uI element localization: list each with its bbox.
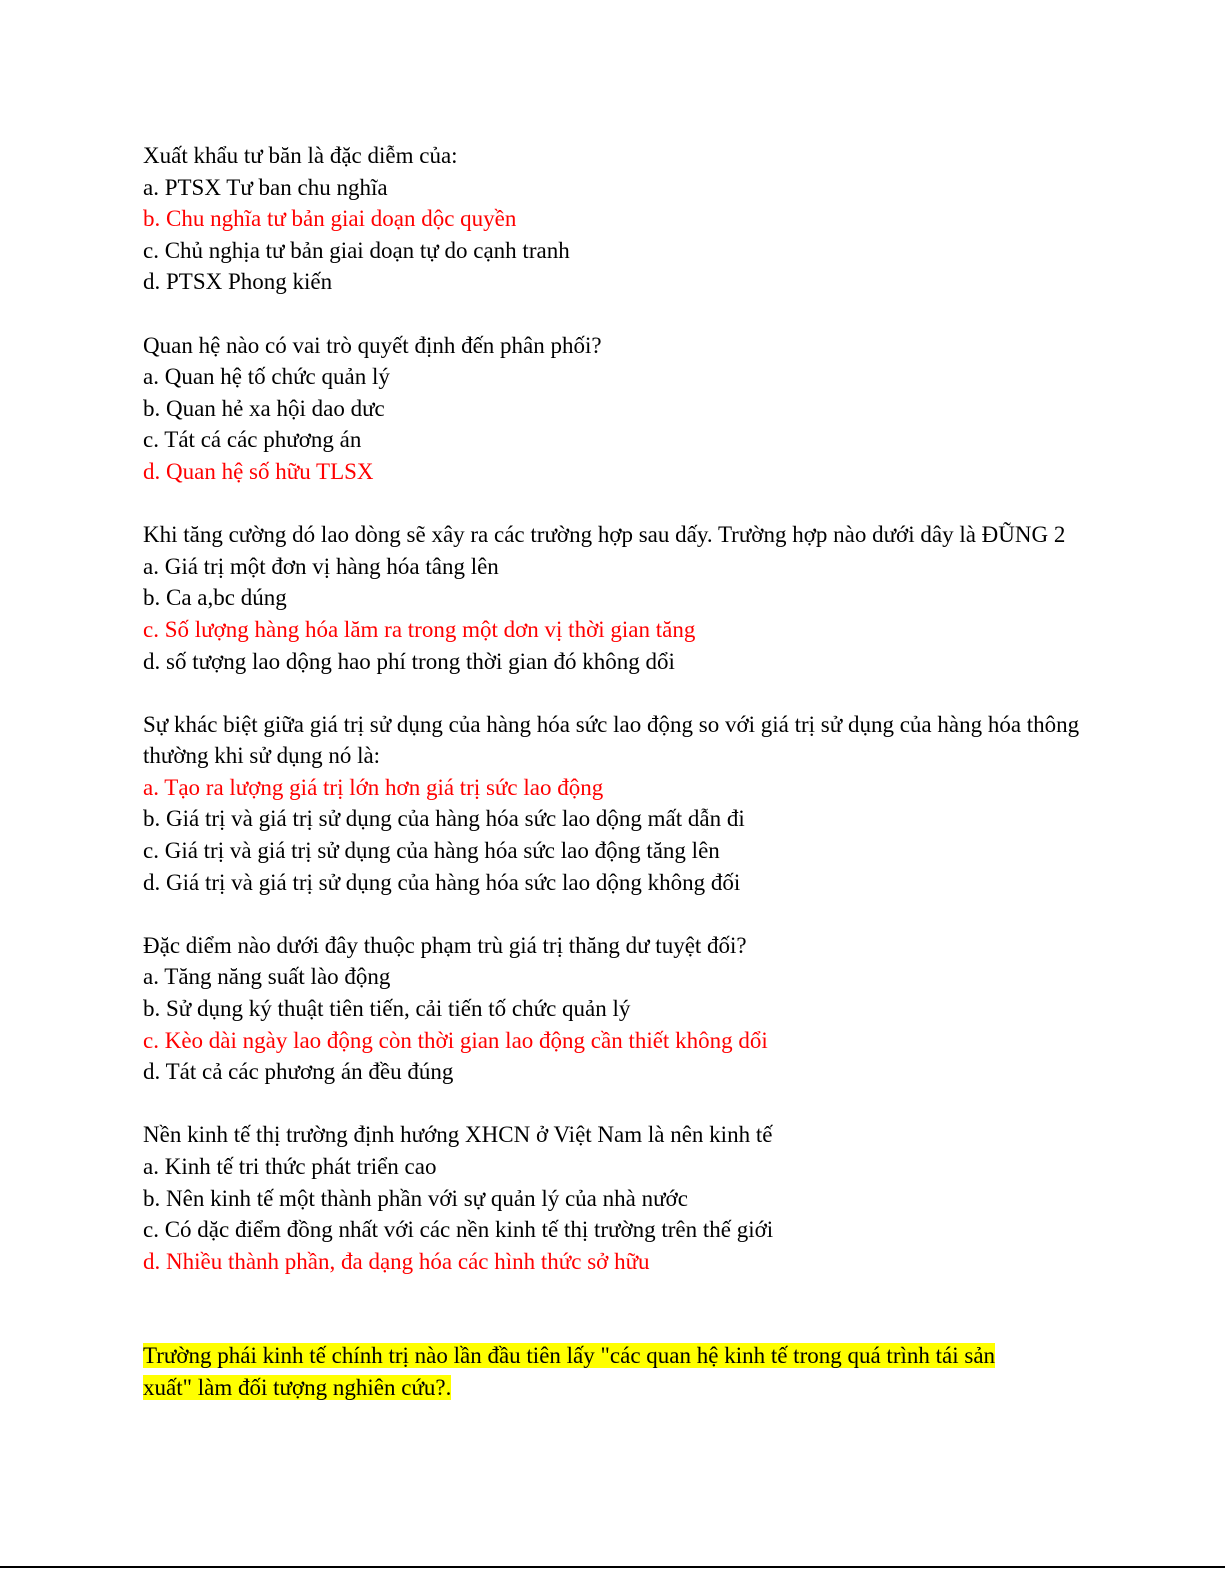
answer-option: a. Quan hệ tố chức quản lý xyxy=(143,364,390,390)
correct-answer-option: d. Nhiều thành phần, đa dạng hóa các hình thức sở hữu xyxy=(143,1248,650,1274)
answer-option: b. Quan hẻ xa hội dao dưc xyxy=(143,395,385,421)
question-block xyxy=(143,140,1083,298)
answer-option: b. Giá trị và giá trị sử dụng của hàng hóa sức lao dộng mất dẫn đi xyxy=(143,806,745,832)
question-block xyxy=(143,330,1083,488)
correct-answer-option: b. Chu nghĩa tư bản giai doạn dộc quyền xyxy=(143,206,517,232)
question-text: Đặc diểm nào dưới đây thuộc phạm trù giá trị thăng dư tuyệt đối? xyxy=(143,932,747,958)
answer-option: d. Giá trị và giá trị sử dụng của hàng hóa sức lao dộng không đối xyxy=(143,869,741,895)
correct-answer-option: c. Số lượng hàng hóa lăm ra trong một dơn vị thời gian tăng xyxy=(143,616,696,642)
answer-option: a. PTSX Tư ban chu nghĩa xyxy=(143,174,388,200)
correct-answer-option: d. Quan hệ số hữu TLSX xyxy=(143,458,374,484)
question-block xyxy=(143,1119,1083,1277)
answer-option: a. Giá trị một đơn vị hàng hóa tâng lên xyxy=(143,553,499,579)
correct-answer-option: a. Tạo ra lượng giá trị lớn hơn giá trị sức lao động xyxy=(143,774,604,800)
answer-option: d. PTSX Phong kiến xyxy=(143,269,333,295)
question-text: Khi tăng cường dó lao dòng sẽ xây ra các trường hợp sau dấy. Trường hợp nào dưới dây là ĐŨNG 2 xyxy=(143,522,1066,548)
question-text: Xuất khẩu tư băn là đặc diễm của: xyxy=(143,143,458,168)
highlighted-question xyxy=(143,1340,1083,1403)
correct-answer-option: c. Kèo dài ngày lao động còn thời gian lao động cần thiết không dổi xyxy=(143,1027,768,1053)
page-bottom-border xyxy=(0,1566,1225,1568)
answer-option: a. Tăng năng suất lào động xyxy=(143,964,391,990)
highlighted-question-line: Trường phái kinh tế chính trị nào lần đầu tiên lấy "các quan hệ kinh tế trong quá trình tái sản xyxy=(143,1343,996,1369)
question-block xyxy=(143,519,1083,677)
question-block xyxy=(143,709,1083,899)
answer-option: a. Kinh tế tri thức phát triển cao xyxy=(143,1154,437,1179)
answer-option: d. số tượng lao dộng hao phí trong thời gian đó không dổi xyxy=(143,648,675,674)
answer-option: c. Chủ nghịa tư bản giai doạn tự do cạnh tranh xyxy=(143,237,570,263)
question-text: Sự khác biệt giữa giá trị sử dụng của hàng hóa sức lao động so với giá trị sử dụng của hàng hóa thông thường khi sử dụng nó là: xyxy=(143,711,1080,769)
answer-option: c. Giá trị và giá trị sử dụng của hàng hóa sức lao động tăng lên xyxy=(143,838,720,864)
answer-option: c. Tát cá các phương án xyxy=(143,427,362,453)
answer-option: b. Nên kinh tế một thành phần với sự quản lý của nhà nước xyxy=(143,1185,688,1211)
document-page xyxy=(143,140,1083,1404)
question-block xyxy=(143,930,1083,1088)
question-text: Quan hệ nào có vai trò quyết định đến phân phối? xyxy=(143,332,602,358)
question-text: Nền kinh tế thị trường định hướng XHCN ở Việt Nam là nên kinh tế xyxy=(143,1122,773,1148)
highlighted-question-line: xuất" làm đối tượng nghiên cứu?. xyxy=(143,1374,452,1400)
answer-option: c. Có dặc điểm đồng nhất với các nền kinh tế thị trường trên thế giới xyxy=(143,1217,774,1243)
answer-option: b. Ca a,bc dúng xyxy=(143,585,287,611)
answer-option: d. Tát cả các phương án đều đúng xyxy=(143,1059,454,1085)
answer-option: b. Sử dụng ký thuật tiên tiến, cải tiến tố chức quản lý xyxy=(143,996,631,1022)
